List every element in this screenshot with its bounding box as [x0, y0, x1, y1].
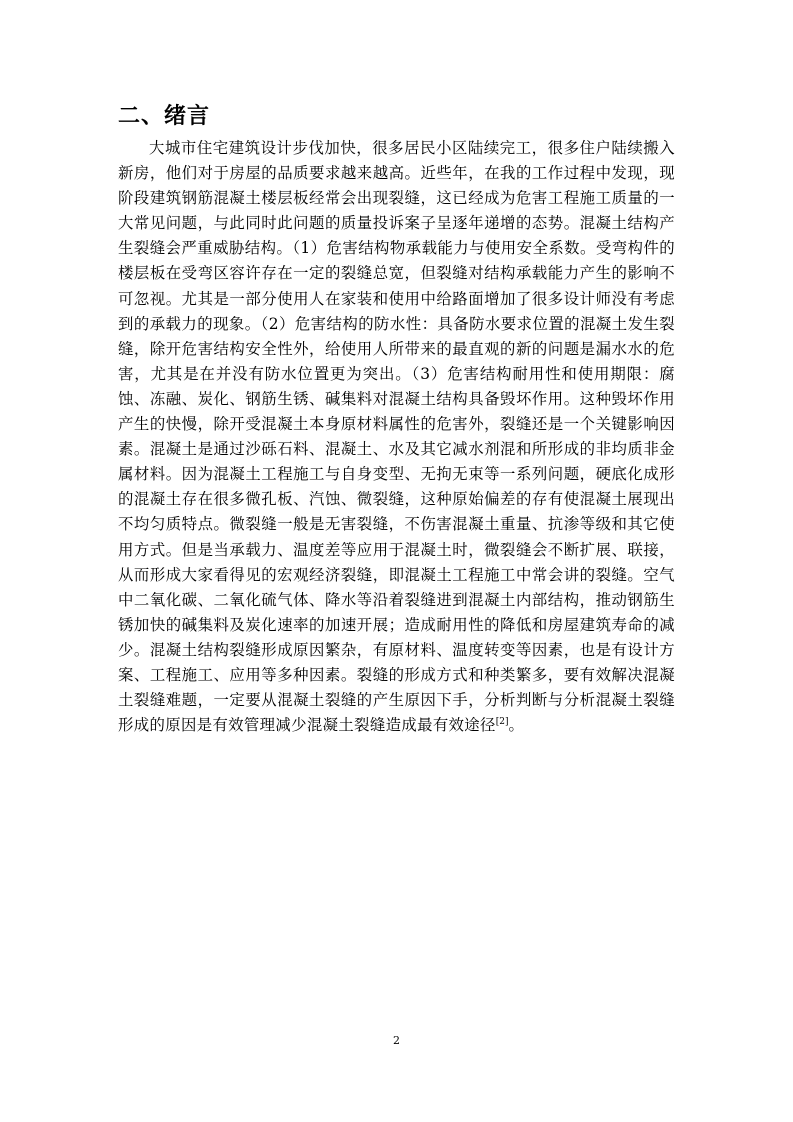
paragraph-end-punctuation: 。	[508, 716, 525, 735]
paragraph-text: 大城市住宅建筑设计步伐加快，很多居民小区陆续完工，很多住户陆续搬入新房，他们对于房屋的品质要求越来越高。近些年，在我的工作过程中发现，现阶段建筑钢筋混凝土楼层板经常会出现裂缝，这已经成为危害工程施工质量的一大常见问题，与此同时此问题的质量投诉案子呈逐年递增的态势。混凝土结构产生裂缝会严重威胁结构。（1）危害结构物承载能力与使用安全系数。受弯构件的楼层板在受弯区容许存在一定的裂缝总宽，但裂缝对结构承载能力产生的影响不可忽视。尤其是一部分使用人在家装和使用中给路面增加了很多设计师没有考虑到的承载力的现象。（2）危害结构的防水性：具备防水要求位置的混凝土发生裂缝，除开危害结构安全性外，给使用人所带来的最直观的新的问题是漏水水的危害，尤其是在并没有防水位置更为突出。（3）危害结构耐用性和使用期限：腐蚀、冻融、炭化、钢筋生锈、碱集料对混凝土结构具备毁坏作用。这种毁坏作用产生的快慢，除开受混凝土本身原材料属性的危害外，裂缝还是一个关键影响因素。混凝土是通过沙砾石料、混凝土、水及其它减水剂混和所形成的非均质非金属材料。因为混凝土工程施工与自身变型、无拘无束等一系列问题，硬底化成形的混凝土存在很多微孔板、汽蚀、微裂缝，这种原始偏差的存有使混凝土展现出不均匀质特点。微裂缝一般是无害裂缝，不伤害混凝土重量、抗渗等级和其它使用方式。但是当承载力、温度差等应用于混凝土时，微裂缝会不断扩展、联接，从而形成大家看得见的宏观经济裂缝，即混凝土工程施工中常会讲的裂缝。空气中二氧化碳、二氧化硫气体、降水等沿着裂缝进到混凝土内部结构，推动钢筋生锈加快的碱集料及炭化速率的加速开展；造成耐用性的降低和房屋建筑寿命的减少。混凝土结构裂缝形成原因繁杂，有原材料、温度转变等因素，也是有设计方案、工程施工、应用等多种因素。裂缝的形成方式和种类繁多，要有效解决混凝土裂缝难题，一定要从混凝土裂缝的产生原因下手，分析判断与分析混凝土裂缝形成的原因是有效管理减少混凝土裂缝造成最有效途径	[118, 139, 675, 735]
page-number: 2	[393, 1034, 400, 1047]
body-paragraph	[118, 136, 675, 738]
citation-reference: [2]	[495, 717, 509, 728]
section-heading: 二、绪言	[118, 103, 211, 129]
